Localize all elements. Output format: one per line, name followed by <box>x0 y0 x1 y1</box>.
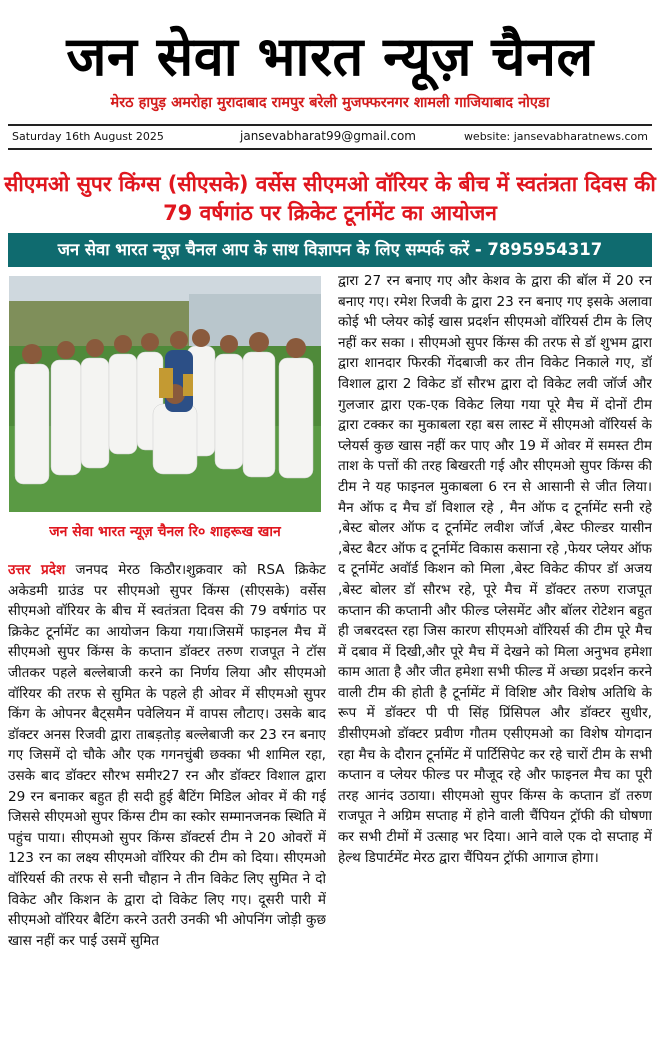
advertisement-banner: जन सेवा भारत न्यूज़ चैनल आप के साथ विज्ञापन के लिए सम्पर्क करें - 7895954317 <box>8 233 652 267</box>
article-headline: सीएमओ सुपर किंग्स (सीएसके) वर्सेस सीएमओ वॉरियर के बीच में स्वतंत्रता दिवस की 79 वर्षगांठ पर क्रिकेट टूर्नामेंट का आयोजन <box>4 172 656 225</box>
website-link[interactable]: website: jansevabharatnews.com <box>463 130 648 143</box>
photo-caption: जन सेवा भारत न्यूज़ चैनल रि० शाहरूख खान <box>49 524 281 540</box>
divider-top <box>8 124 652 126</box>
masthead <box>0 0 660 143</box>
cricket-team-photo-illustration <box>9 276 321 512</box>
city-list: मेरठ हापुड़ अमरोहा मुरादाबाद रामपुर बरेली मुजफ्फरनगर शामली गाजियाबाद नोएडा <box>110 95 550 111</box>
contact-email[interactable]: jansevabharat99@gmail.com <box>240 129 416 143</box>
article-body-right: द्वारा 27 रन बनाए गए और केशव के द्वारा की बॉल में 20 रन बनाए गए। रमेश रिजवी के द्वारा 23 रन बनाए गए इसके अलावा कोई भी प्लेयर कोई खास प्रदर्शन सीएमओ वॉरियर्स टीम के लिए नहीं कर सका । सीएमओ सुपर किंग्स की तरफ से डॉ शुभम द्वारा द्वारा शानदार फिरकी गेंदबाजी कर तीन विकेट निकाले गए, डॉ विशाल द्वारा 2 विकेट डॉ सौरभ द्वारा दो विकेट लवी जॉर्ज और गुलजार द्वारा एक-एक विकेट लिया गया पूरे मैच में दोनों टीम द्वारा टक्कर का मुकाबला रहा बस लास्ट में सीएमओ वॉरियर्स के प्लेयर्स कुछ खास नहीं कर पाए और 19 में ओवर में समस्त टीम ताश के पत्तों की तरह बिखरती गई और सीएमओ सुपर किंग्स की टीम ने यह फाइनल मुकाबला 6 रन से आसानी से जीत लिया। मैन ऑफ द मैच डॉ विशाल रहे , मैन ऑफ द टूर्नामेंट सनी रहे ,बेस्ट बोलर ऑफ द टूर्नामेंट लवीश जॉर्ज ,बेस्ट फील्डर यासीन ,बेस्ट बैटर ऑफ द टूर्नामेंट विकास कसाना रहे ,फेयर प्लेयर ऑफ द टूर्नामेंट अवॉर्ड किशन को मिला ,बेस्ट विकेट कीपर डॉ अजय ,बेस्ट बोलर डॉ सौरभ रहे, पूरे मैच में डॉक्टर तरुण राजपूत कप्तान की कप्तानी और फील्ड प्लेसमेंट और बॉलर रोटेशन बहुत ही जबरदस्त रहा जिस कारण सीएमओ वॉरियर्स की टीम पूरे मैच में दबाव में दिखी,और पूरे मैच में देखने को मिला अनुभव हमेशा काम आता है और जीत हमेशा सभी फील्ड में अच्छा प्रदर्शन करने वाली टीम की होती है टूर्नामेंट में विशिष्ट और विशेष अतिथि के रूप में डॉक्टर पी पी सिंह प्रिंसिपल और डॉक्टर सुधीर, डीसीएमओ डॉक्टर प्रवीण गौतम एसीएमओ का विशेष योगदान रहा मैच के दौरान टूर्नामेंट में पार्टिसिपेट कर रहे चारों टीम के सभी कप्तान व प्लेयर फील्ड पर मौजूद रहे और फाइनल मैच का पूरी तरह आनंद उठाया। सीएमओ सुपर किंग्स के कप्तान डॉ तरुण राजपूत ने अग्रिम सप्ताह में होने वाली चैंपियन ट्रॉफी की घोषणा कर सभी टीमों में उत्साह भर दिया। आने वाले एक दो सप्ताह में हेल्थ डिपार्टमेंट मेरठ द्वारा चैंपियन ट्रॉफी आगाज होगा। <box>338 273 652 866</box>
dateline <box>8 127 652 147</box>
newspaper-title: जन सेवा भारत न्यूज़ चैनल <box>66 25 594 88</box>
issue-date: Saturday 16th August 2025 <box>12 130 164 143</box>
divider-bottom <box>8 148 652 150</box>
article-body-left: जनपद मेरठ किठौर।शुक्रवार को RSA क्रिकेट अकेडमी ग्राउंड पर सीएमओ सुपर किंग्स (सीएसके) वर्सेस सीएमओ वॉरियर के बीच में स्वतंत्रता दिवस की 79 वर्षगांठ पर क्रिकेट टूर्नामेंट का आयोजन किया गया।जिसमें फाइनल मैच में सीएमओ सुपर किंग्स के कप्तान डॉक्टर तरुण राजपूत ने टॉस जीतकर पहले बल्लेबाजी करने का निर्णय लिया और सीएमओ वॉरियर की तरफ से सुमित के पहले ही ओवर में सीएमओ सुपर किंग के ओपनर बैट्समैन पवेलियन में वापस लौटाए। उसके बाद डॉक्टर अनस रिजवी द्वारा ताबड़तोड़ बल्लेबाजी कर 23 रन बनाए गए जिसमें दो चौके और एक गगनचुंबी छक्का भी शामिल रहा, उसके बाद डॉक्टर सौरभ समीर27 रन और डॉक्टर विशाल द्वारा 29 रन बनाकर बहुत ही सदी हुई बैटिंग मिडिल ओवर में की गई जिससे सीएमओ सुपर किंग्स टीम का स्कोर सम्मानजनक स्थिति में पहुंच पाया। सीएमओ सुपर किंग्स डॉक्टर्स टीम ने 20 ओवरों में 123 रन का लक्ष्य सीएमओ वॉरियर की टीम को दिया। सीएमओ वॉरियर्स की तरफ से सनी चौहान ने तीन विकेट लिए सुमित ने दो विकेट और किशन के द्वारा दो विकेट लिए गए। दूसरी पारी में सीएमओ वॉरियर बैटिंग करने उतरी उनकी भी ओपनिंग जोड़ी कुछ खास नहीं कर पाई उसमें सुमित <box>8 562 326 949</box>
team-photo <box>9 276 321 512</box>
article-column-left <box>8 560 326 1050</box>
article-column-right <box>338 271 652 1051</box>
article-dateline-lead: उत्तर प्रदेश <box>8 562 66 578</box>
